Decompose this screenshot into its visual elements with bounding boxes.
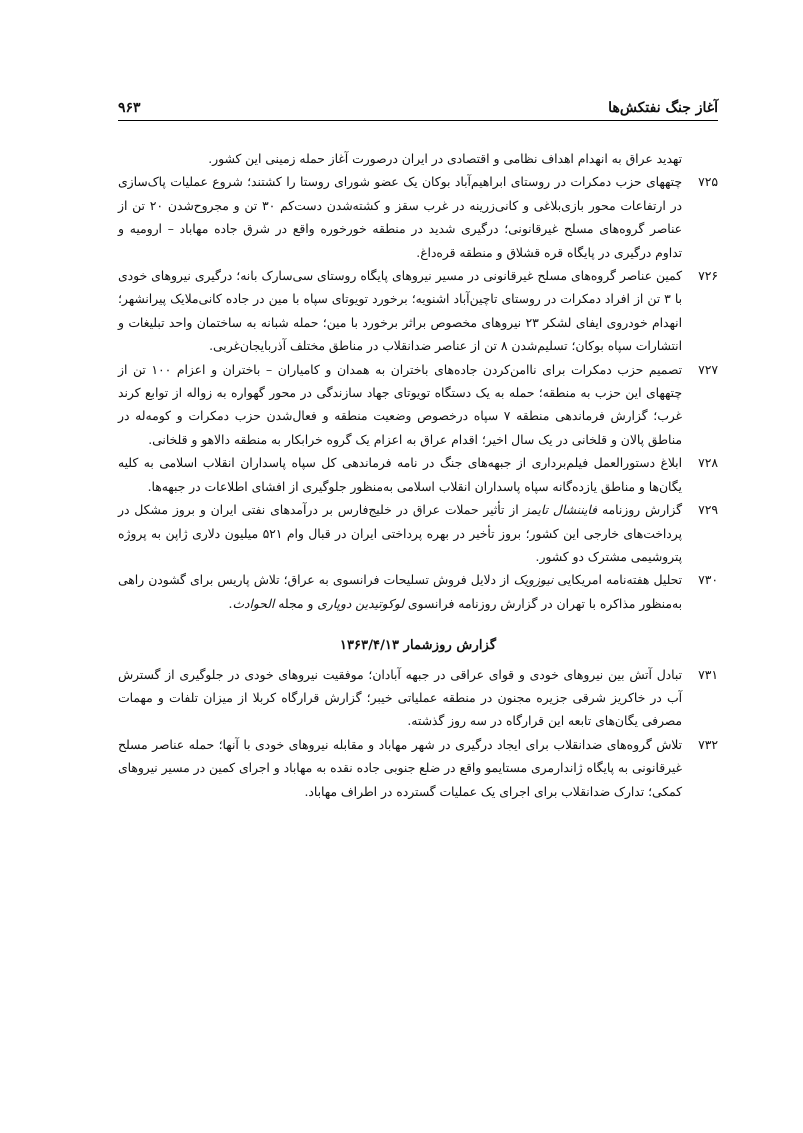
page-number: ۹۶۳ (118, 100, 141, 116)
text-run: و مجله (274, 596, 318, 611)
chronology-entry (118, 734, 718, 804)
publication-name: الحوادث (232, 596, 275, 611)
publication-name: فایننشال تایمز (523, 503, 598, 518)
text-run: گزارش روزنامه (597, 503, 683, 518)
section-heading: گزارش روزشمار ۱۳۶۳/۴/۱۳ (339, 638, 497, 654)
entry-number: ۷۳۲ (698, 737, 718, 752)
text-run: از تأثیر حملات عراق در خلیج‌فارس بر درآمدهای نفتی ایران و بروز مشکل در پرداخت‌های خارجی این کشور؛ بروز تأخیر در بهره پرداختی ایران در قبال وام ۵۲۱ میلیون دلاری ژاپن به پروژه پتروشیمی مشترک دو کشور. (118, 503, 682, 564)
text-run: تحلیل هفته‌نامه امریکایی (553, 573, 682, 588)
publication-name: نیوزویک (513, 573, 554, 588)
entry-number: ۷۲۸ (698, 456, 718, 471)
text-run: از دلایل فروش تسلیحات فرانسوی به عراق؛ تلاش پاریس برای گشودن راهی به‌منظور مذاکره با تهران در گزارش روزنامه فرانسوی (118, 573, 682, 611)
entry-text: تصمیم حزب دمکرات برای ناامن‌کردن جاده‌های باختران به همدان و کامیاران – باختران و اعزام ۱۰۰ تن از چتههای این حزب به منطقه؛ حمله به یک دستگاه تویوتای جهاد سازندگی در محور گهواره به زواله از توابع کرند غرب؛ گزارش فرماندهی منطقه ۷ سپاه درخصوص وضعیت منطقه و فعال‌شدن حزب دمکرات و کومه‌له در مناطق پالان و قلخانی در یک سال اخیر؛ اقدام عراق به اعزام یک گروه خرابکار به منطقه دالاهو و قلخانی. (118, 362, 682, 447)
chronology-entry (118, 569, 718, 616)
chronology-entry (118, 265, 718, 359)
entry-list-a (118, 171, 718, 616)
entry-number: ۷۲۷ (698, 362, 718, 377)
entry-number: ۷۲۵ (698, 175, 718, 190)
entry-text: تبادل آتش بین نیروهای خودی و قوای عراقی در جبهه آبادان؛ موفقیت نیروهای خودی در جلوگیری از گسترش آب در خاکریز شرقی جزیره مجنون در منطقه عملیاتی خیبر؛ گزارش قرارگاه کربلا از میزان تلفات و مهمات مصرفی یگان‌های تابعه این قرارگاه در سه روز گذشته. (118, 667, 682, 729)
chronology-entry (118, 664, 718, 734)
entry-text (118, 499, 682, 569)
running-header (118, 86, 718, 121)
entry-text: کمین عناصر گروه‌های مسلح غیرقانونی در مسیر نیروهای پایگاه روستای سی‌سارک بانه؛ درگیری نیروهای خودی با ۳ تن از افراد دمکرات در روستای تاچین‌آباد اشنویه؛ برخورد تویوتای سپاه با مین در جاده کانی‌ملایک پیرانشهر؛ انهدام خودروی ایفای لشکر ۲۳ نیروهای مخصوص براثر برخورد با مین؛ حمله شبانه به ساختمان واحد تبلیغات و انتشارات سپاه بوکان؛ تسلیم‌شدن ۸ تن از عناصر ضدانقلاب در مناطق مختلف آذربایجان‌غربی. (118, 269, 682, 354)
entry-number: ۷۳۱ (698, 667, 718, 682)
entry-text (118, 569, 682, 616)
document-body (118, 148, 718, 804)
chronology-entry (118, 452, 718, 499)
entry-text: تلاش گروه‌های ضدانقلاب برای ایجاد درگیری در شهر مهاباد و مقابله نیروهای خودی با آنها؛ حمله عناصر مسلح غیرقانونی به پایگاه ژاندارمری مستایمو واقع در ضلع جنوبی جاده نقده به مهاباد و اجرای کمین در مسیر نیروهای کمکی؛ تدارک ضدانقلاب برای اجرای یک عملیات گسترده در اطراف مهاباد. (118, 737, 682, 799)
chronology-entry (118, 499, 718, 569)
document-page (118, 0, 718, 1133)
lead-paragraph: تهدید عراق به انهدام اهداف نظامی و اقتصادی در ایران درصورت آغاز حمله زمینی این کشور. (208, 152, 682, 166)
entry-number: ۷۲۶ (698, 269, 718, 284)
text-run: . (228, 596, 233, 611)
entry-number: ۷۳۰ (698, 573, 718, 588)
entry-number: ۷۲۹ (698, 503, 718, 518)
publication-name: لوکوتیدین دوپاری (317, 596, 404, 611)
chronology-entry (118, 359, 718, 453)
chapter-title: آغاز جنگ نفتکش‌ها (608, 100, 718, 116)
entry-text: ابلاغ دستورالعمل فیلم‌برداری از جبهه‌های جنگ در نامه فرماندهی کل سپاه پاسداران انقلاب اسلامی به کلیه یگان‌ها و مناطق یازده‌گانه سپاه پاسداران انقلاب اسلامی به‌منظور جلوگیری از افشای اطلاعات در جبهه‌ها. (118, 456, 682, 494)
entry-text: چتههای حزب دمکرات در روستای ابراهیم‌آباد بوکان یک عضو شورای روستا را کشتند؛ شروع عملیات پاک‌سازی در ارتفاعات محور بازی‌بلاغی و کانی‌زرینه در غرب سقز و کشته‌شدن دست‌کم ۳۰ تن و مجروح‌شدن ۲۰ تن از عناصر گروه‌های مسلح غیرقانونی؛ درگیری شدید در منطقه خورخوره واقع در شرق جاده مهاباد – ارومیه و تداوم درگیری در پایگاه قره قشلاق و منطقه قره‌داغ. (118, 175, 682, 260)
chronology-entry (118, 171, 718, 265)
entry-list-b (118, 664, 718, 804)
